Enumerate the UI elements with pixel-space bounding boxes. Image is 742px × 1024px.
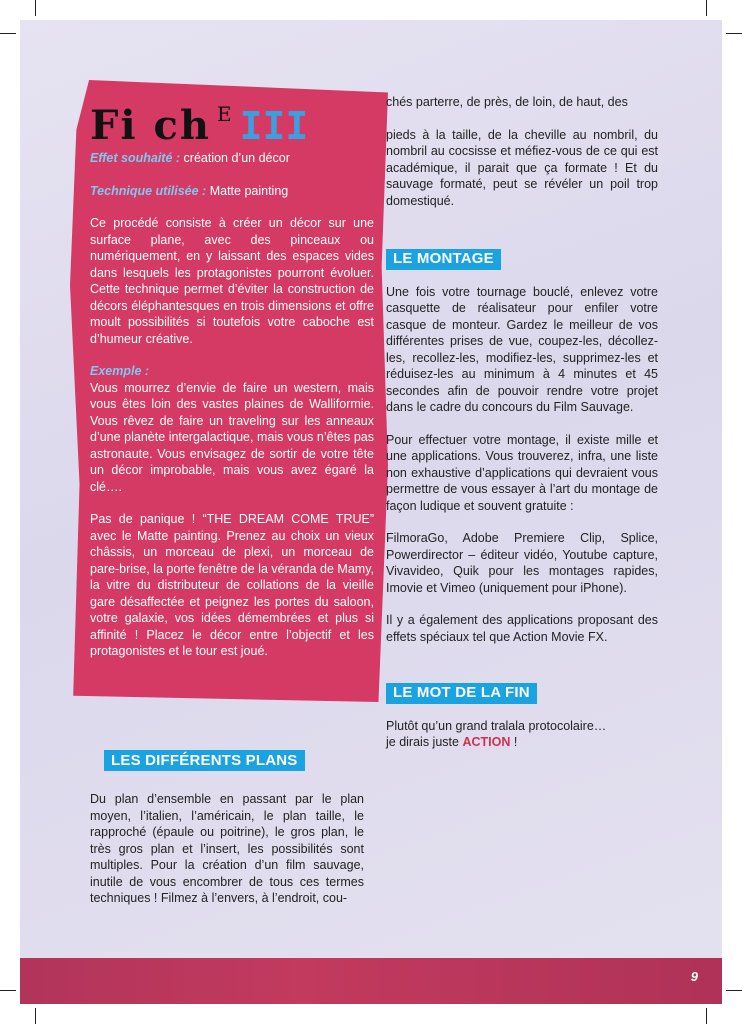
effet-label: Effet souhaité : xyxy=(90,151,181,165)
crop-mark xyxy=(726,33,742,34)
fiche-word-e: E xyxy=(216,102,232,126)
fin-line-1: Plutôt qu’un grand tralala protocolaire… xyxy=(386,718,607,733)
plans-text: Du plan d’ensemble en passant par le plan moyen, l’italien, l’américain, le plan taille, le rapproché (épaule ou poitrine), le gros plan, le très gros plan et l’insert, les possibilités sont multiples. Pour la création d’un film sauvage, inutile de vous encombrer de tous ces termes techniques ! Filmez à l’envers, à l’endroit, cou- xyxy=(90,792,364,905)
montage-paragraph-2: Pour effectuer votre montage, il existe mille et une applications. Vous trouverez, infra, une liste non exhaustive d’applications qui devraient vous permettre de vous essayer à l’art du montage de façon ludique et souvent gratuite : xyxy=(386,432,658,513)
technique-label: Technique utilisée : xyxy=(90,183,207,198)
montage-heading: LE MONTAGE xyxy=(386,249,501,270)
action-word: ACTION xyxy=(462,735,511,749)
montage-paragraph-4: Il y a également des applications proposant des effets spéciaux tel que Action Movie FX. xyxy=(386,613,658,644)
fiche-content xyxy=(90,150,374,676)
fin-line-2-pre: je dirais juste xyxy=(386,735,463,749)
effet-value: création d’un décor xyxy=(180,151,290,165)
fiche-paragraph-1: Ce procédé consiste à créer un décor sur une surface plane, avec des pinceaux ou numériquement, en y laissant des espaces vides dans lesquels les protagonistes pourront évoluer. Cette technique permet d’éviter la construction de décors éléphantesques en trois dimensions et offre moult possibilités si toutefois votre caboche est d’humeur créative. xyxy=(90,216,374,346)
fiche-paragraph-3: Pas de panique ! “THE DREAM COME TRUE” avec le Matte painting. Prenez au choix un vieux châssis, un morceau de plexi, un morceau de pare-brise, la porte fenêtre de la véranda de Mamy, la vitre du distributeur de collations de la vieille gare désaffectée et peignez les portes du saloon, votre galaxie, vos idées démembrées et plus si affinité ! Placez le décor entre l’objectif et les protagonistes et le tour est joué. xyxy=(90,512,374,658)
montage-paragraph-1: Une fois votre tournage bouclé, enlevez votre casquette de réalisateur pour enfiler votre casque de monteur. Gardez le meilleur de vos différentes prises de vue, coupez-les, décollez-les, recollez-les, modifiez-les, supprimez-les et réduisez-les au minimum à 4 minutes et 45 secondes afin de pouvoir rendre votre projet dans le cadre du concours du Film Sauvage. xyxy=(386,284,658,414)
page xyxy=(20,20,722,1004)
montage-heading-wrap xyxy=(386,249,658,270)
fin-line-2-post: ! xyxy=(510,735,518,749)
crop-mark xyxy=(706,1008,707,1024)
footer-band xyxy=(20,958,722,1004)
technique-line xyxy=(90,183,374,200)
fiche-number: III xyxy=(239,104,309,148)
fiche-word: Fi ch xyxy=(90,102,211,149)
crop-mark xyxy=(726,990,742,991)
fin-heading-wrap xyxy=(386,683,658,704)
continuation-1: chés parterre, de près, de loin, de haut, des xyxy=(386,95,628,109)
exemple-label: Exemple : xyxy=(90,364,150,378)
crop-mark xyxy=(0,33,16,34)
continuation-2: pieds à la taille, de la cheville au nombril, du nombril au cocsisse et méfiez-vous de ce qui est académique, il parait que ça formate ! Et du sauvage formaté, peut se révéler un poil trop domestiqué. xyxy=(386,127,658,208)
fin-line-2 xyxy=(386,734,658,751)
crop-mark xyxy=(706,0,707,16)
crop-mark xyxy=(0,990,16,991)
fin-heading: LE MOT DE LA FIN xyxy=(386,683,537,704)
plans-heading: LES DIFFÉRENTS PLANS xyxy=(104,750,305,771)
crop-mark xyxy=(35,0,36,16)
effet-line xyxy=(90,150,374,167)
exemple-label-line xyxy=(90,363,374,380)
plans-heading-wrap xyxy=(104,750,305,771)
montage-paragraph-3: FilmoraGo, Adobe Premiere Clip, Splice, Powerdirector – éditeur vidéo, Youtube capture, Vivavideo, Quik pour les montages rapides, Imovie et Vimeo (uniquement pour iPhone). xyxy=(386,531,658,595)
exemple-paragraph: Vous mourrez d’envie de faire un western, mais vous êtes loin des vastes plaines de Walliformie. Vous rêvez de faire un traveling sur les anneaux d’une planète intergalactique, mais vous n’êtes pas astronaute. Vous envisagez de sortir de votre tête un décor improbable, mais vous avez égaré la clé…. xyxy=(90,380,374,494)
crop-mark xyxy=(35,1008,36,1024)
page-number: 9 xyxy=(690,969,698,984)
right-column xyxy=(386,94,658,751)
technique-value: Matte painting xyxy=(206,183,289,198)
